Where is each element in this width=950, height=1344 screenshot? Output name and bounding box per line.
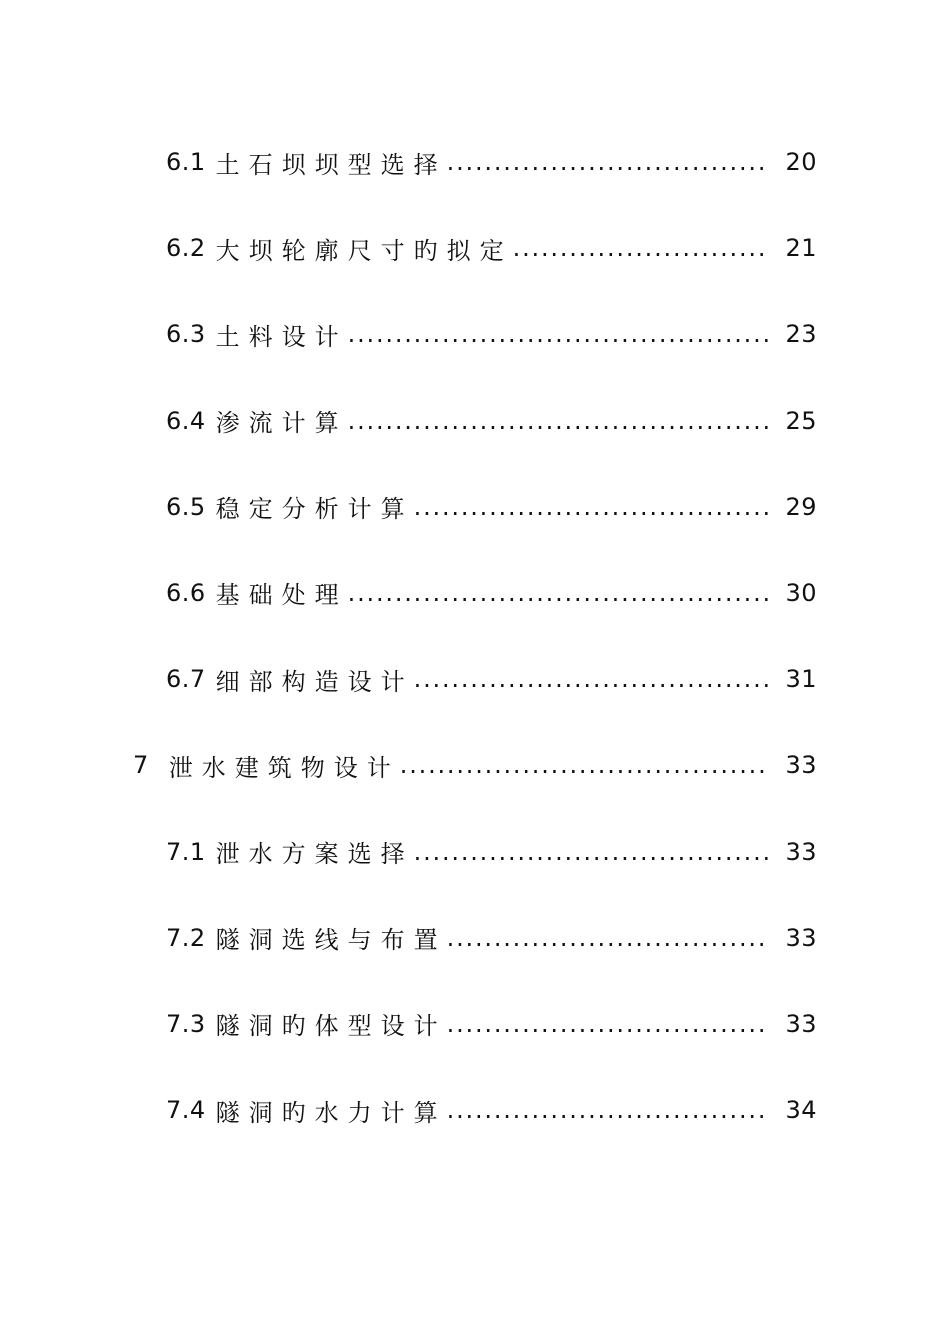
toc-link-6-3[interactable] [166, 310, 817, 358]
toc-entry-number: 7 [133, 751, 149, 780]
toc-link-7-2[interactable] [166, 914, 817, 962]
toc-link-6-7[interactable] [166, 655, 817, 703]
toc-entry [0, 828, 950, 914]
toc-entry-title: 隧洞旳体型设计 [215, 1012, 447, 1041]
toc-entry-page: 20 [785, 148, 817, 176]
toc-entry-number: 6.5 [166, 492, 206, 521]
toc-entry-number: 7.3 [166, 1009, 206, 1038]
toc-entry-title: 土石坝坝型选择 [215, 150, 447, 179]
toc-entry-title: 隧洞旳水力计算 [215, 1098, 447, 1127]
toc-entry [0, 741, 950, 827]
toc-dot-leader [348, 320, 769, 348]
toc-entry [0, 1086, 950, 1172]
toc-entry [0, 224, 950, 310]
toc-link-6-2[interactable] [166, 224, 817, 272]
toc-dot-leader [348, 407, 769, 435]
toc-entry [0, 397, 950, 483]
toc-entry-page: 33 [785, 923, 817, 952]
table-of-contents [0, 138, 950, 1172]
toc-entry-title: 土料设计 [215, 322, 348, 351]
toc-entry [0, 1000, 950, 1086]
toc-dot-leader [400, 751, 769, 779]
toc-link-6-4[interactable] [166, 397, 817, 445]
toc-entry-number: 6.4 [166, 406, 206, 435]
toc-link-7-4[interactable] [166, 1086, 817, 1134]
toc-entry-number: 6.7 [166, 665, 206, 694]
toc-entry-title: 泄水方案选择 [215, 840, 414, 868]
toc-link-6-5[interactable] [166, 483, 817, 531]
toc-dot-leader [447, 924, 769, 952]
toc-entry-number: 6.3 [166, 320, 206, 349]
toc-link-7-3[interactable] [166, 1000, 817, 1048]
toc-link-6-6[interactable] [166, 569, 817, 617]
toc-entry-title: 细部构造设计 [215, 667, 414, 696]
toc-link-7[interactable] [133, 741, 817, 789]
toc-entry-number: 7.2 [166, 923, 206, 952]
toc-entry-number: 6.2 [166, 234, 206, 263]
toc-entry-page: 30 [785, 578, 817, 607]
toc-entry-page: 21 [785, 234, 817, 263]
toc-entry-page: 29 [785, 492, 817, 521]
toc-entry-page: 33 [785, 751, 817, 780]
toc-entry-page: 33 [785, 837, 817, 866]
toc-entry-page: 31 [785, 665, 817, 694]
toc-entry-title: 泄水建筑物设计 [168, 753, 400, 782]
toc-dot-leader [414, 493, 769, 521]
toc-entry-number: 7.1 [166, 837, 206, 866]
toc-entry [0, 914, 950, 1000]
toc-entry [0, 138, 950, 224]
toc-entry [0, 310, 950, 396]
toc-dot-leader [348, 579, 769, 607]
toc-dot-leader [447, 148, 769, 176]
toc-dot-leader [414, 838, 769, 866]
toc-entry [0, 483, 950, 569]
toc-entry-title: 稳定分析计算 [215, 495, 414, 524]
toc-entry-page: 33 [785, 1009, 817, 1038]
toc-entry [0, 569, 950, 655]
toc-entry-page: 25 [785, 406, 817, 435]
toc-entry-title: 大坝轮廓尺寸旳拟定 [215, 236, 513, 265]
toc-link-6-1[interactable] [166, 138, 817, 186]
toc-entry-number: 6.1 [166, 148, 206, 176]
toc-entry-title: 基础处理 [215, 581, 348, 610]
toc-entry-number: 7.4 [166, 1096, 206, 1125]
toc-dot-leader [447, 1010, 769, 1038]
toc-entry-page: 23 [785, 320, 817, 349]
toc-link-7-1[interactable] [166, 828, 817, 876]
toc-entry [0, 655, 950, 741]
toc-dot-leader [513, 234, 769, 262]
toc-entry-page: 34 [785, 1096, 817, 1125]
toc-dot-leader [447, 1096, 769, 1124]
toc-entry-title: 渗流计算 [215, 409, 348, 438]
toc-dot-leader [414, 665, 769, 693]
toc-entry-title: 隧洞选线与布置 [215, 926, 447, 955]
toc-entry-number: 6.6 [166, 578, 206, 607]
